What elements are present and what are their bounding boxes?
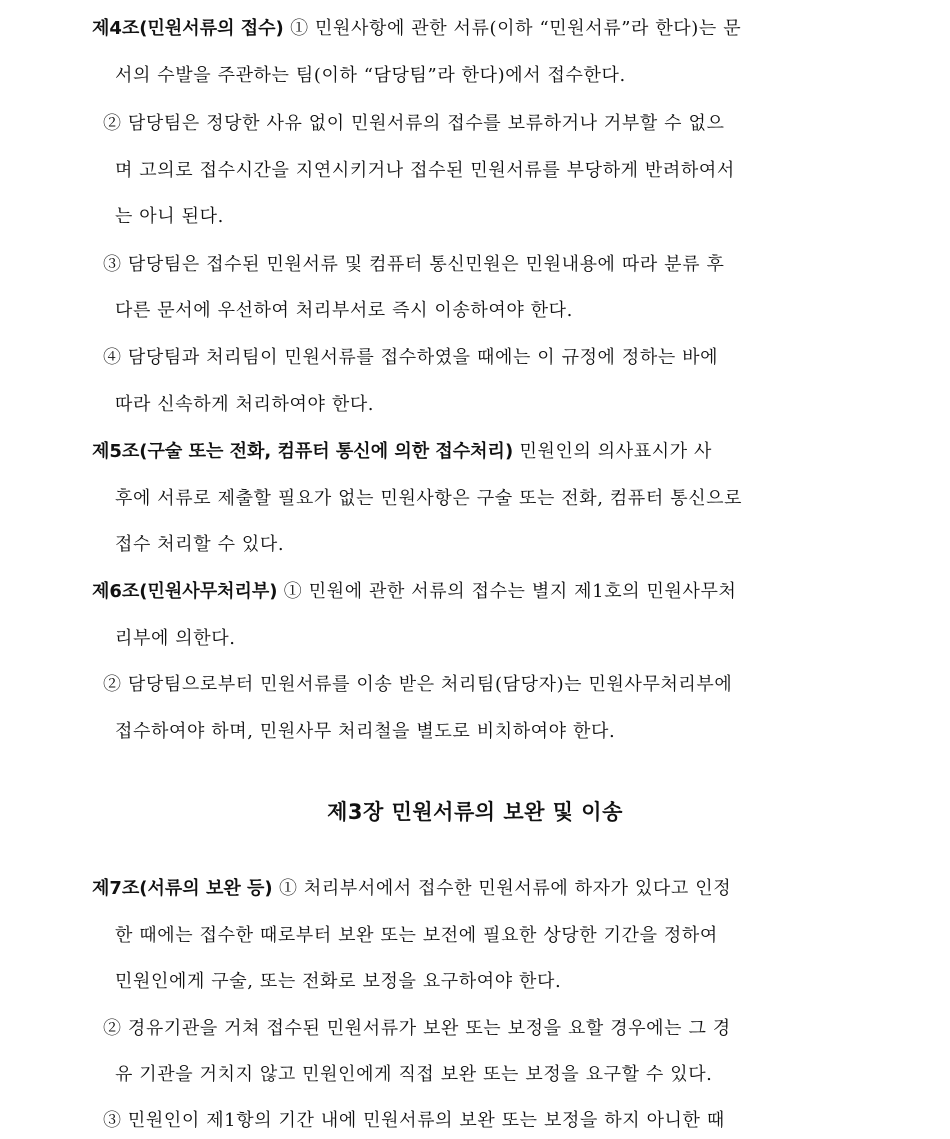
article-7-line-1: [92, 877, 731, 901]
article-7-text: ① 처리부서에서 접수한 민원서류에 하자가 있다고 인정: [272, 878, 732, 899]
article-7-line-2: 한 때에는 접수한 때로부터 보완 또는 보전에 필요한 상당한 기간을 정하여: [115, 925, 718, 946]
article-7-heading: 제7조(서류의 보완 등): [92, 878, 273, 899]
article-4-heading: 제4조(민원서류의 접수): [92, 18, 284, 39]
article-6-line-1: [92, 580, 736, 604]
chapter-3-heading: 제3장 민원서류의 보완 및 이송: [327, 800, 623, 824]
article-5-line-2: 후에 서류로 제출할 필요가 없는 민원사항은 구술 또는 전화, 컴퓨터 통신으로: [115, 488, 743, 509]
article-7-para-2-line-1: ② 경유기관을 거쳐 접수된 민원서류가 보완 또는 보정을 요할 경우에는 그 경: [103, 1018, 731, 1039]
article-7-para-3-line-1: ③ 민원인이 제1항의 기간 내에 민원서류의 보완 또는 보정을 하지 아니한 때: [103, 1110, 725, 1131]
article-5-line-3: 접수 처리할 수 있다.: [115, 534, 285, 555]
article-6-para-2-line-1: ② 담당팀으로부터 민원서류를 이송 받은 처리팀(담당자)는 민원사무처리부에: [103, 674, 733, 695]
article-6-line-2: 리부에 의한다.: [115, 628, 236, 649]
article-4-para-2-line-3: 는 아니 된다.: [115, 206, 224, 227]
article-4-para-3-line-1: ③ 담당팀은 접수된 민원서류 및 컴퓨터 통신민원은 민원내용에 따라 분류 후: [103, 254, 725, 275]
article-5-text: 민원인의 의사표시가 사: [513, 441, 713, 462]
article-4-line-1: [92, 17, 741, 41]
article-6-para-2-line-2: 접수하여야 하며, 민원사무 처리철을 별도로 비치하여야 한다.: [115, 721, 616, 742]
article-7-para-2-line-2: 유 기관을 거치지 않고 민원인에게 직접 보완 또는 보정을 요구할 수 있다.: [115, 1064, 713, 1085]
article-5-heading: 제5조(구술 또는 전화, 컴퓨터 통신에 의한 접수처리): [92, 441, 514, 462]
article-4-para-4-line-1: ④ 담당팀과 처리팀이 민원서류를 접수하였을 때에는 이 규정에 정하는 바에: [103, 347, 719, 368]
article-6-text: ① 민원에 관한 서류의 접수는 별지 제1호의 민원사무처: [277, 581, 737, 602]
article-5-line-1: [92, 440, 712, 464]
article-4-para-3-line-2: 다른 문서에 우선하여 처리부서로 즉시 이송하여야 한다.: [115, 300, 573, 321]
article-7-line-3: 민원인에게 구술, 또는 전화로 보정을 요구하여야 한다.: [115, 971, 562, 992]
article-4-para-2-line-1: ② 담당팀은 정당한 사유 없이 민원서류의 접수를 보류하거나 거부할 수 없으: [103, 113, 725, 134]
article-4-line-2: 서의 수발을 주관하는 팀(이하 “담당팀”라 한다)에서 접수한다.: [115, 65, 626, 86]
article-4-text: ① 민원사항에 관한 서류(이하 “민원서류”라 한다)는 문: [283, 18, 742, 39]
article-4-para-2-line-2: 며 고의로 접수시간을 지연시키거나 접수된 민원서류를 부당하게 반려하여서: [115, 160, 735, 181]
article-4-para-4-line-2: 따라 신속하게 처리하여야 한다.: [115, 394, 375, 415]
article-6-heading: 제6조(민원사무처리부): [92, 581, 278, 602]
